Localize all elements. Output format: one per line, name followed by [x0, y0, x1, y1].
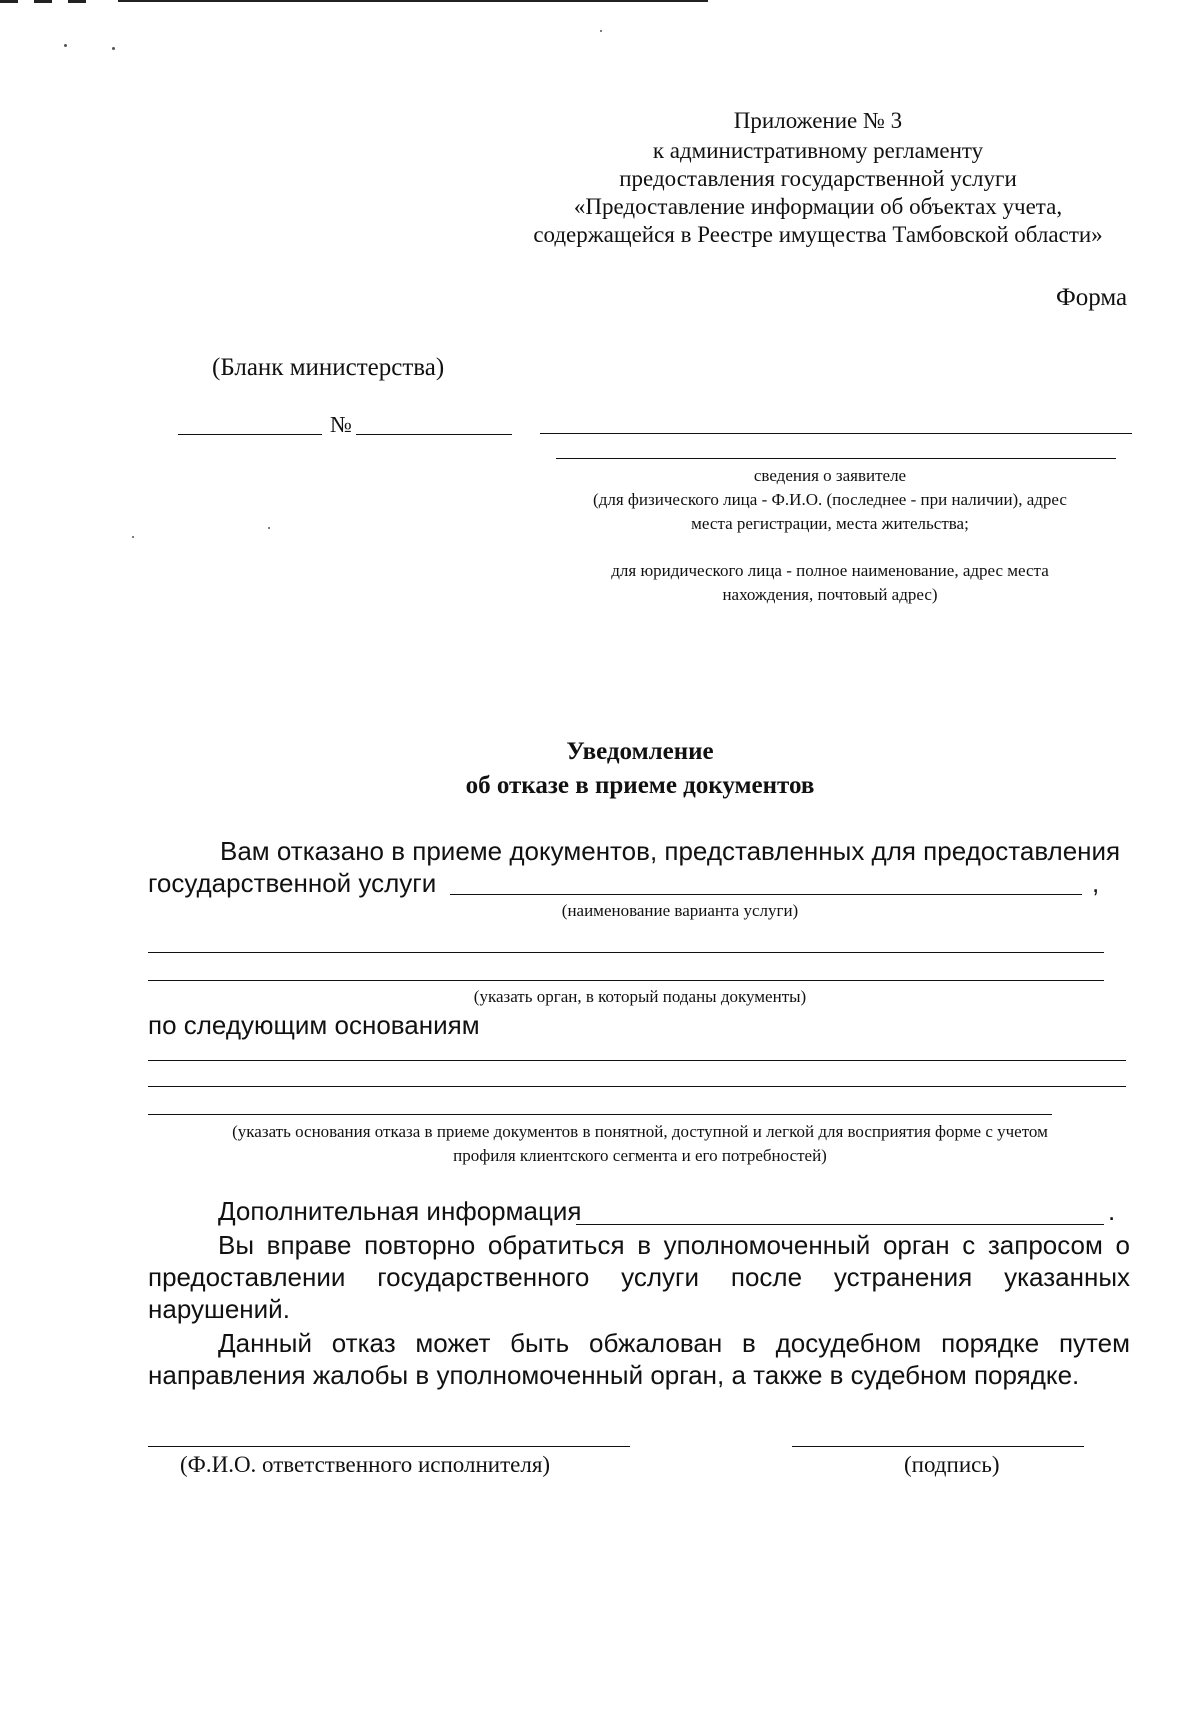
scan-speck — [268, 527, 270, 529]
applicant-hint-line-3: места регистрации, места жительства; — [691, 514, 969, 533]
annex-line-3: предоставления государственной услуги — [619, 166, 1017, 191]
appeal-text-line-1: Данный отказ может быть обжалован в досудебном порядке путем — [218, 1328, 1130, 1358]
date-field-line — [178, 434, 322, 435]
comma: , — [1092, 868, 1100, 898]
scan-artifact — [0, 0, 18, 3]
number-sign: № — [330, 412, 352, 437]
grounds-hint-line-2: профиля клиентского сегмента и его потребностей) — [453, 1146, 827, 1165]
applicant-field-line-2 — [556, 458, 1116, 459]
applicant-hint-line-2: (для физического лица - Ф.И.О. (последнее - при наличии), адрес — [593, 490, 1067, 509]
reapply-text-line-2: предоставлении государственного услуги после устранения указанных — [148, 1262, 1130, 1292]
notice-title: Уведомление — [566, 738, 714, 765]
annex-line-5: содержащейся в Реестре имущества Тамбовской области» — [533, 222, 1103, 247]
applicant-field-line-1 — [540, 433, 1132, 434]
scan-artifact — [68, 0, 86, 3]
organ-hint: (указать орган, в который поданы документы) — [473, 987, 807, 1006]
applicant-hint-line-1: сведения о заявителе — [753, 466, 907, 485]
applicant-hint-line-5: нахождения, почтовый адрес) — [722, 585, 938, 604]
grounds-field-line-2 — [148, 1086, 1126, 1087]
form-label: Форма — [1056, 284, 1128, 311]
scan-speck — [132, 536, 134, 538]
refusal-text-line-1: Вам отказано в приеме документов, представленных для предоставления — [220, 836, 1121, 866]
scan-speck — [64, 44, 67, 47]
service-variant-field-line — [450, 894, 1082, 895]
reapply-text-line-1: Вы вправе повторно обратиться в уполномоченный орган с запросом о — [218, 1230, 1130, 1260]
number-field-line — [356, 434, 512, 435]
appeal-text-line-2: направления жалобы в уполномоченный орган, а также в судебном порядке. — [148, 1360, 1080, 1390]
grounds-field-line-3 — [148, 1114, 1052, 1115]
notice-subtitle: об отказе в приеме документов — [465, 772, 815, 799]
period: . — [1108, 1196, 1116, 1226]
ministry-blank-label: (Бланк министерства) — [212, 354, 445, 381]
reapply-text-line-3: нарушений. — [148, 1294, 290, 1324]
scan-artifact — [34, 0, 52, 3]
annex-line-1: Приложение № 3 — [733, 108, 903, 133]
organ-field-line-2 — [148, 980, 1104, 981]
grounds-label: по следующим основаниям — [148, 1010, 480, 1040]
signature-field-line — [792, 1446, 1084, 1447]
service-variant-hint: (наименование варианта услуги) — [561, 901, 799, 920]
scan-speck — [112, 47, 115, 50]
grounds-hint-line-1: (указать основания отказа в приеме документов в понятной, доступной и легкой для восприятия форме с учетом — [232, 1122, 1048, 1141]
executor-name-field-line — [148, 1446, 630, 1447]
signature-hint: (подпись) — [904, 1452, 1000, 1477]
additional-info-field-line — [576, 1224, 1104, 1225]
grounds-field-line-1 — [148, 1060, 1126, 1061]
applicant-hint-line-4: для юридического лица - полное наименование, адрес места — [611, 561, 1049, 580]
organ-field-line-1 — [148, 952, 1104, 953]
refusal-text-line-2: государственной услуги — [148, 868, 437, 898]
annex-line-4: «Предоставление информации об объектах учета, — [573, 194, 1063, 219]
executor-name-hint: (Ф.И.О. ответственного исполнителя) — [180, 1452, 551, 1477]
scan-artifact — [118, 0, 708, 2]
scan-speck — [600, 30, 602, 32]
annex-line-2: к административному регламенту — [652, 138, 984, 163]
additional-info-label: Дополнительная информация — [218, 1196, 582, 1226]
